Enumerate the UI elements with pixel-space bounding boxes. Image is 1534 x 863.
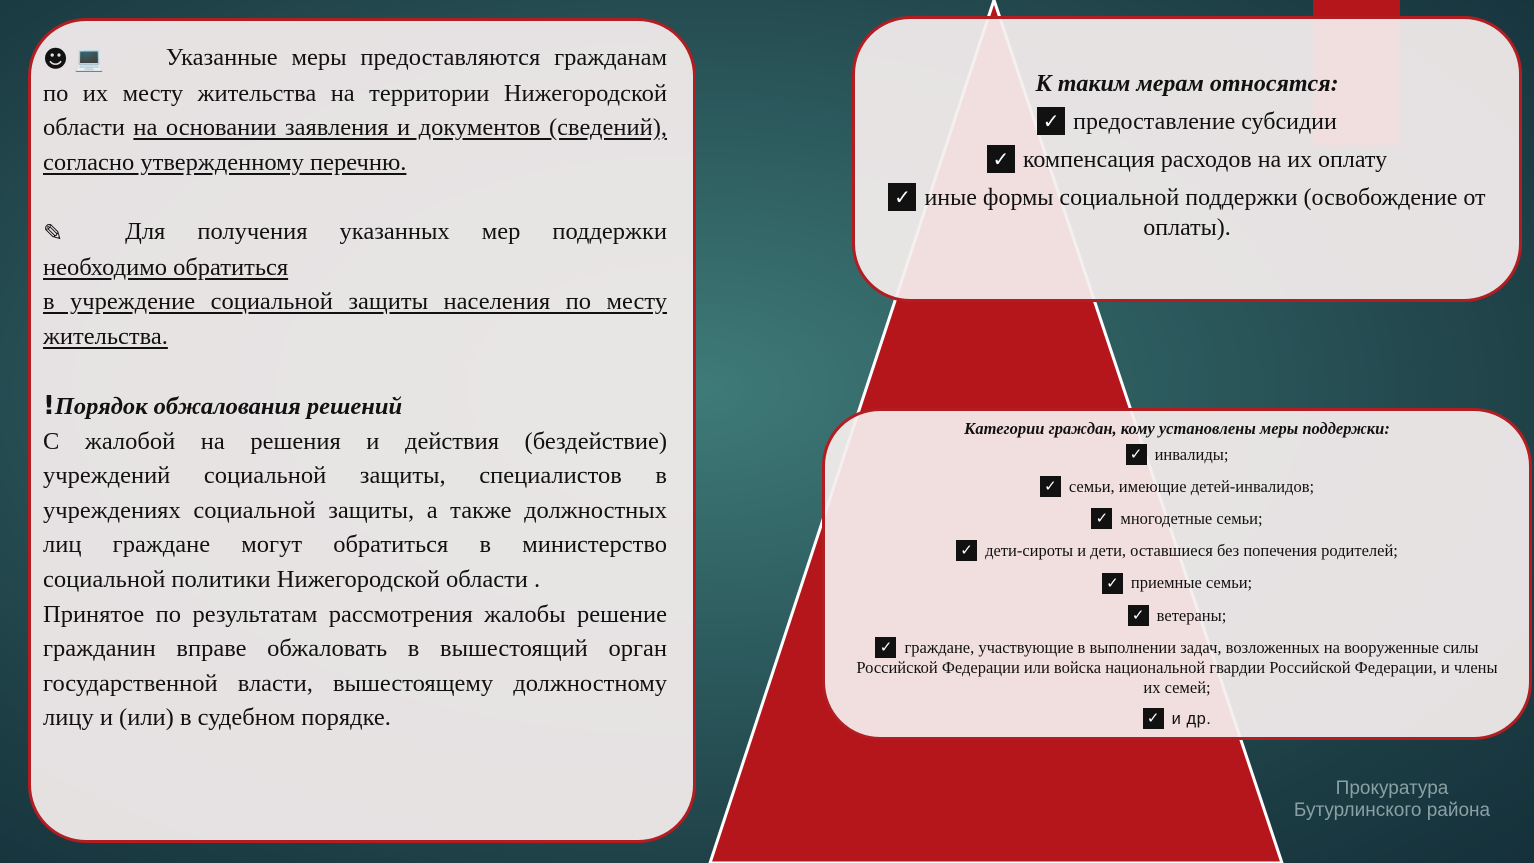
measures-panel [852,16,1522,302]
signature-line-2: Бутурлинского района [1293,800,1491,821]
signature-line-1: Прокуратура [1335,778,1449,799]
paragraph-contact-intro: Для получения указанных мер поддержки [125,217,667,245]
checkbox-icon: ✓ [987,145,1015,173]
category-item [847,477,1507,497]
category-item [847,638,1507,697]
paragraph-contact [43,215,667,354]
appeal-heading: Порядок обжалования решений [54,392,403,420]
checkbox-icon: ✓ [1091,508,1112,529]
paragraph-application-underlined: на основании заявления и документов (сведений), согласно утвержденному перечню. [43,114,667,176]
category-label: и др. [1171,710,1212,729]
category-label: ветераны; [1156,605,1227,625]
checkbox-icon: ✓ [1143,708,1164,729]
appeal-heading-line [43,389,667,425]
pencil-icon: ✎ [43,218,64,247]
face-icon: ☻ [43,45,69,73]
category-item [847,709,1507,730]
measures-item-label: компенсация расходов на их оплату [1022,147,1388,173]
checkbox-icon: ✓ [875,637,896,658]
checkbox-icon: ✓ [1128,605,1149,626]
measures-title: К таким мерам относятся: [1035,71,1339,97]
measures-item-label: иные формы социальной поддержки (освобождение от оплаты). [924,185,1486,241]
paragraph-application [43,41,667,180]
category-label: дети-сироты и дети, оставшиеся без попечения родителей; [985,541,1398,561]
organization-signature [1276,778,1508,822]
checkbox-icon: ✓ [888,183,916,211]
category-item [847,445,1507,465]
paragraph-contact-underlined-a: необходимо обратиться [43,253,289,281]
checkbox-icon: ✓ [1126,444,1147,465]
categories-title: Категории граждан, кому установлены меры поддержки: [964,419,1390,438]
measures-item [855,107,1519,137]
category-label: многодетные семьи; [1120,508,1263,528]
checkbox-icon: ✓ [1102,573,1123,594]
measures-item [855,183,1519,243]
info-panel-left [28,18,696,843]
category-item [847,541,1507,561]
category-label: инвалиды; [1154,444,1229,464]
categories-panel [822,408,1532,740]
exclamation-icon: ! [43,390,55,421]
category-label: граждане, участвующие в выполнении задач, возложенных на вооруженные силы Российской Федерации или войска национальной гвардии Российской Федерации, и члены их семей; [856,637,1498,697]
category-label: приемные семьи; [1130,573,1253,593]
checkbox-icon: ✓ [956,540,977,561]
appeal-text-2: Принятое по результатам рассмотрения жалобы решение гражданин вправе обжаловать в вышестоящий орган государственной власти, вышестоящему должностному лицу и (или) в судебном порядке. [43,600,667,732]
measures-item [855,145,1519,175]
paragraph-contact-underlined-b: в учреждение социальной защиты населения по месту жительства. [43,288,667,350]
laptop-icon: 💻 [74,45,104,73]
paragraph-application-intro: Указанные меры предоставляются гражданам по их месту жительства на территории Нижегородской области [43,44,667,142]
category-item [847,509,1507,529]
category-item [847,573,1507,593]
appeal-text-1: С жалобой на решения и действия (бездействие) учреждений социальной защиты, специалистов в учреждениях социальной защиты, а также должностных лиц граждане могут обратиться в министерство социальной политики Нижегородской области . [43,427,667,593]
category-label: семьи, имеющие детей-инвалидов; [1068,476,1315,496]
category-item [847,606,1507,626]
checkbox-icon: ✓ [1037,107,1065,135]
checkbox-icon: ✓ [1040,476,1061,497]
measures-item-label: предоставление субсидии [1073,109,1337,135]
